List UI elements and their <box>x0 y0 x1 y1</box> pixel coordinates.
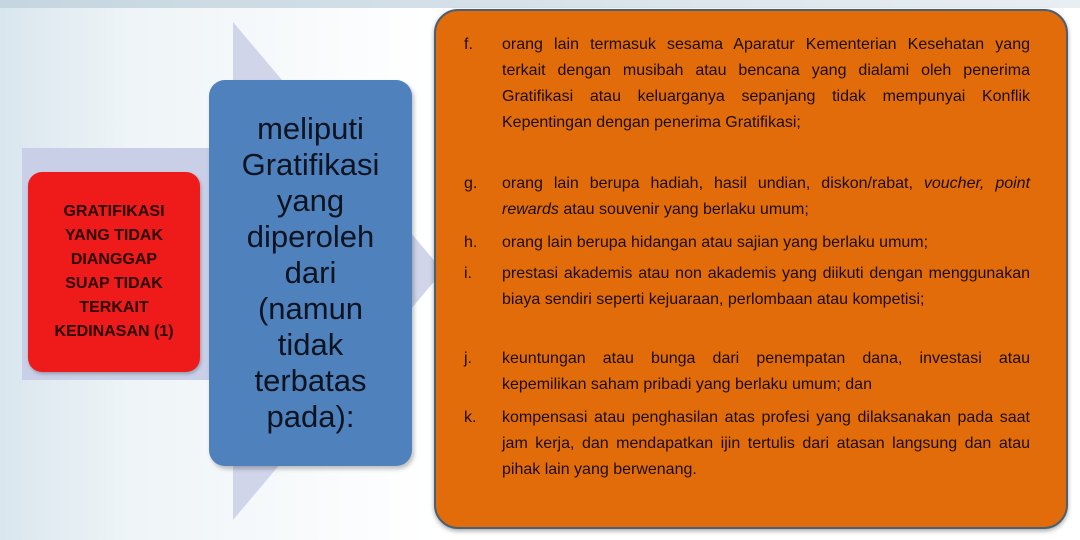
item-letter: k. <box>464 409 477 426</box>
item-letter: f. <box>464 36 473 53</box>
scope-box <box>209 80 412 466</box>
item-text: orang lain berupa hidangan atau sajian yang berlaku umum; <box>502 234 929 251</box>
item-text: kompensasi atau penghasilan atas profesi yang dilaksanakan pada saat jam kerja, dan mendapatkan ijin tertulis dari atasan langsung dan atau pihak lain yang berwenang. <box>502 409 1030 478</box>
list-item-j <box>464 346 1030 398</box>
list-item-i <box>464 261 1030 313</box>
item-text: keuntungan atau bunga dari penempatan dana, investasi atau kepemilikan saham pribadi yang berlaku umum; dan <box>502 350 1030 393</box>
item-letter: j. <box>464 350 472 367</box>
item-letter: g. <box>464 175 478 192</box>
top-band <box>0 0 1080 8</box>
category-title: GRATIFIKASI YANG TIDAK DIANGGAP SUAP TIDAK TERKAIT KEDINASAN (1) <box>54 203 174 340</box>
item-text: prestasi akademis atau non akademis yang diikuti dengan menggunakan biaya sendiri seperti kejuaraan, perlombaan atau kompetisi; <box>502 265 1030 308</box>
item-text-italic: voucher, point rewards <box>502 175 1031 218</box>
list-item-h <box>464 230 1030 256</box>
item-text <box>502 171 1030 223</box>
list-item-f <box>464 32 1030 136</box>
item-letter: i. <box>464 265 472 282</box>
list-item-k <box>464 405 1030 483</box>
items-list-box <box>434 9 1068 529</box>
item-text: orang lain termasuk sesama Aparatur Kementerian Kesehatan yang terkait dengan musibah atau bencana yang dialami oleh penerima Gratifikasi atau keluarganya sepanjang tidak mempunyai Konflik Kepentingan dengan penerima Gratifikasi; <box>502 36 1030 131</box>
category-box <box>28 172 200 372</box>
item-text-part: orang lain berupa hadiah, hasil undian, diskon/rabat, <box>502 175 924 192</box>
scope-text: meliputi Gratifikasi yang diperoleh dari (namun tidak terbatas pada): <box>241 111 380 434</box>
item-letter: h. <box>464 234 478 251</box>
list-item-g <box>464 171 1030 223</box>
item-text-part: atau souvenir yang berlaku umum; <box>558 201 809 218</box>
